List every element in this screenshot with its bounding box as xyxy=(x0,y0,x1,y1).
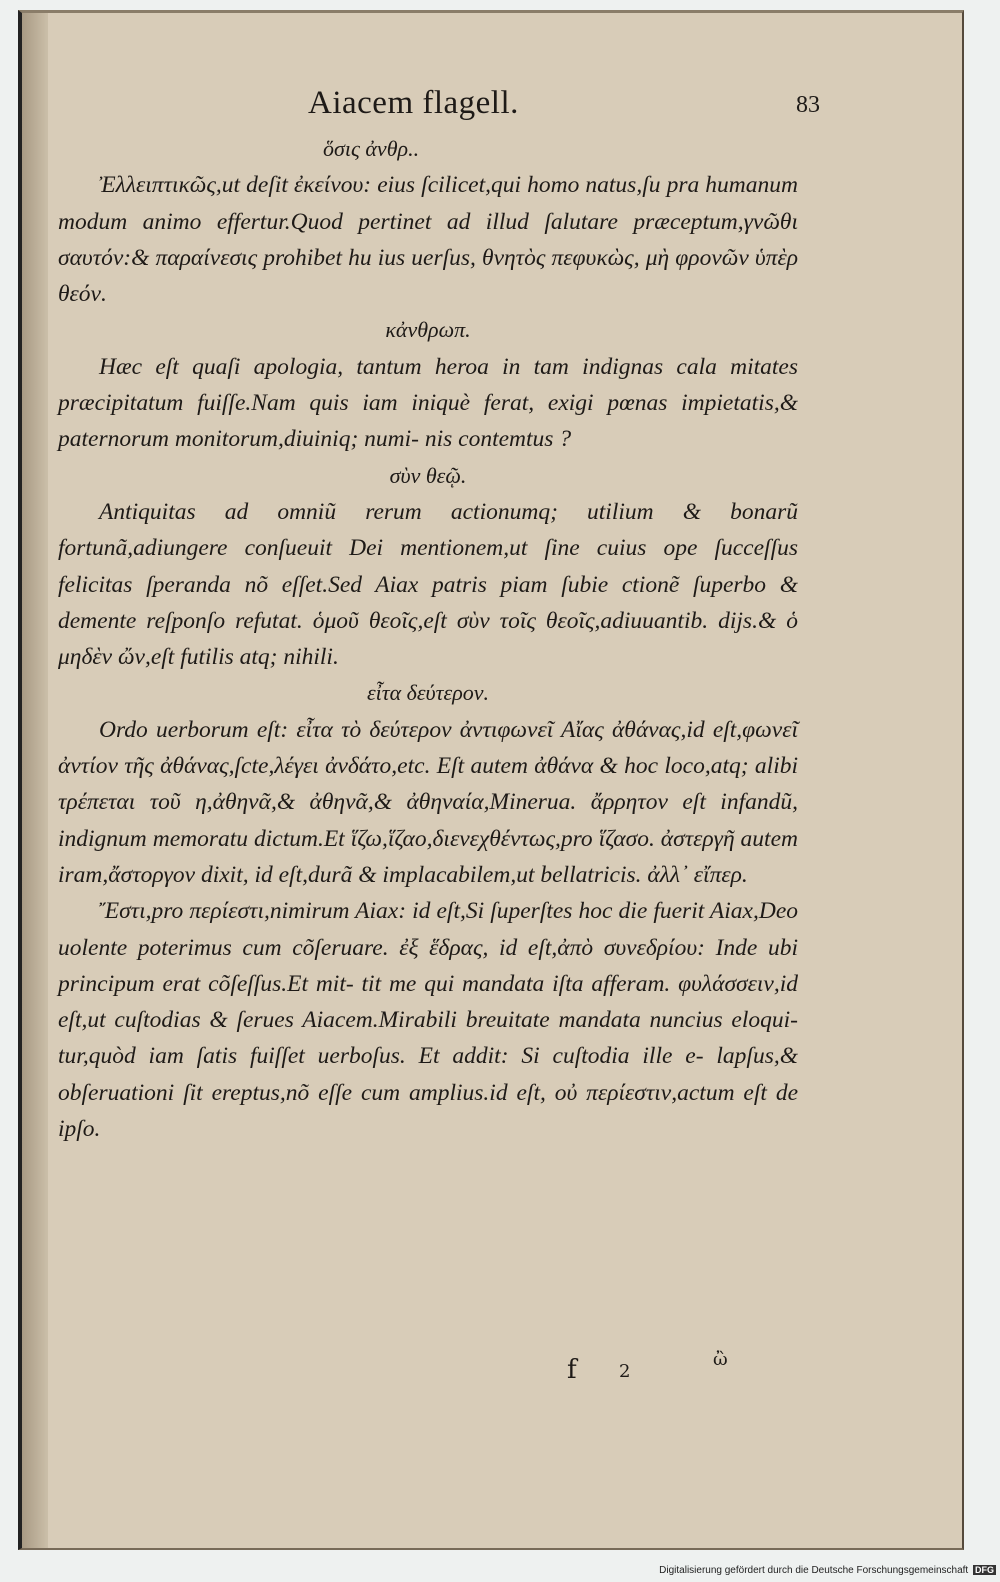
book-page xyxy=(18,10,964,1550)
credit-text: Digitalisierung gefördert durch die Deutsche Forschungsgemeinschaft xyxy=(659,1565,969,1576)
commentary-paragraph: Ordo uerborum eſt: εἶτα τὸ δεύτερον ἀντιφωνεῖ Αἴας ἀθάνας,id eſt,φωνεῖ ἀντίον τῆς ἀθάνας,ſcte,λέγει ἀνδάτο,etc. Eſt autem ἀθάνα & hoc loco,atq; alibi τρέπεται τοῦ η,ἀθηνᾶ,& ἀθηνᾶ,& ἀθηναία,Minerua. ἄρρητον eſt infandũ, indignum memoratu dictum.Et ἵζω,ἵζαο,διενεχθέντως,pro ἵζασο. ἀστεργῆ autem iram,ἄστοργον dixit, id eſt,durã & implacabilem,ut bellatricis. ἀλλ᾽ εἴπερ. xyxy=(58,716,798,888)
lemma-heading: εἶτα δεύτερον. xyxy=(366,680,490,706)
catchword: ὢ xyxy=(713,1349,728,1370)
page-number: 83 xyxy=(796,92,820,118)
lemma-heading: ὅσις ἀνθρ.. xyxy=(323,136,420,161)
commentary-paragraph: Ἐλλειπτικῶς,ut deſit ἐκείνου: eius ſcilicet,qui homo natus,ſu pra humanum modum animo effertur.Quod pertinet ad illud ſalutare præceptum,γνῶθι σαυτόν:& παραίνεσις prohibet hu ius uerſus, θνητὸς πεφυκὼς, μὴ φρονῶν ὑπὲρ θεόν. xyxy=(58,172,798,308)
signature-number: 2 xyxy=(619,1361,631,1382)
dfg-logo: DFG xyxy=(975,1565,994,1575)
signature-letter: f xyxy=(567,1355,577,1385)
running-head: Aiacem flagell. xyxy=(308,85,519,121)
page-header xyxy=(58,85,820,133)
commentary-paragraph: Antiquitas ad omniũ rerum actionumq; utilium & bonarũ fortunã,adiungere conſueuit Dei mentionem,ut ſine cuius ope ſucceſſus felicitas ſperanda nõ eſſet.Sed Aiax patris piam ſubie ctionẽ ſuperbo & demente reſponſo refutat. ὁμοῦ θεοῖς,eſt σὺν τοῖς θεοῖς,adiuuantib. dijs.& ὁ μηδὲν ὤν,eſt futilis atq; nihili. xyxy=(58,498,798,671)
commentary-paragraph: Hæc eſt quaſi apologia, tantum heroa in tam indignas cala mitates præcipitatum fuiſſe.Nam quis iam iniquè ferat, exigi pœnas impietatis,& paternorum monitorum,diuiniq; numi- nis contemtus ? xyxy=(58,353,798,453)
commentary-paragraph: Ἔστι,pro περίεστι,nimirum Aiax: id eſt,Si ſuperſtes hoc die fuerit Aiax,Deo uolente poterimus cum cõſeruare. ἐξ ἕδρας, id eſt,ἀπὸ συνεδρίου: Inde ubi principum erat cõſeſſus.Et mit- tit me qui mandata iſta afferam. φυλάσσειν,id eſt,ut cuſtodias & ſerues Aiacem.Mirabili breuitate mandata nuncius eloqui- tur,quòd iam ſatis fuiſſet uerboſus. Et addit: Si cuſtodia ille e- lapſus,& obſeruationi ſit ereptus,nõ eſſe cum amplius.id eſt, οὐ περίεστιν,actum eſt de ipſo. xyxy=(58,898,798,1143)
page-gutter-shadow xyxy=(22,13,48,1548)
digitization-credit xyxy=(659,1565,996,1576)
lemma-heading: κἀνθρωπ. xyxy=(385,317,471,343)
page-text-block xyxy=(58,85,820,1147)
lemma-heading: σὺν θεῷ. xyxy=(389,462,467,488)
